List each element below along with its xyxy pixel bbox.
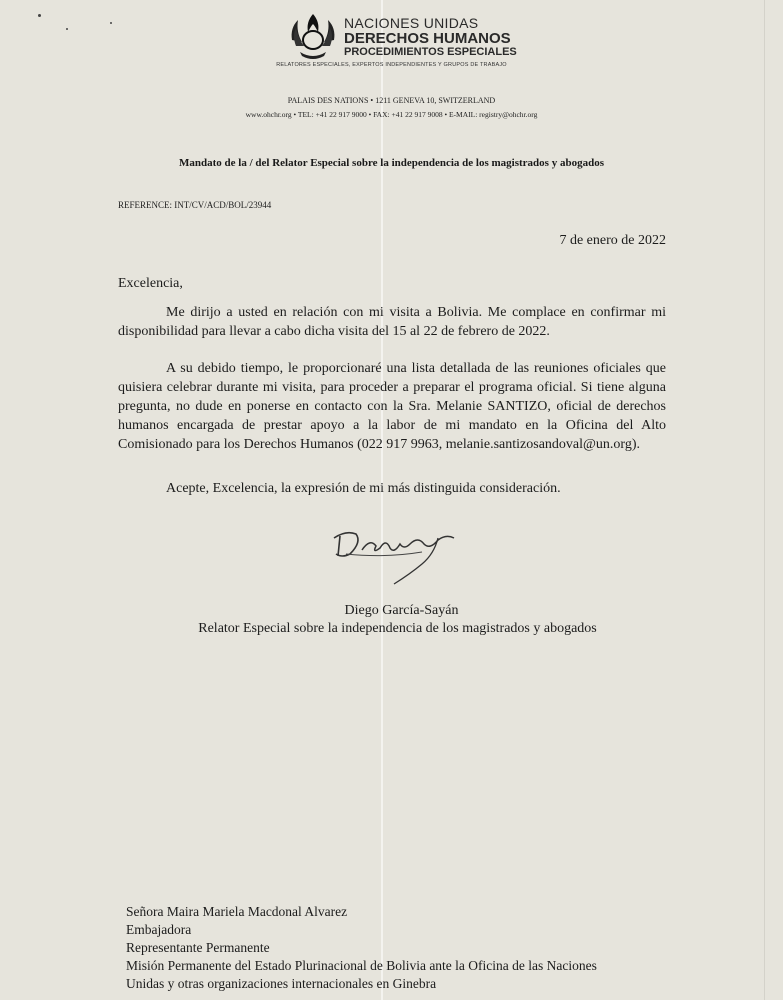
paper-fold-line: [381, 0, 383, 1000]
recipient-mission-line-1: Misión Permanente del Estado Plurinacional de Bolivia ante la Oficina de las Naciones: [126, 958, 597, 973]
body-paragraph-2: A su debido tiempo, le proporcionaré una lista detallada de las reuniones oficiales que quisiera celebrar durante mi visita, para proceder a preparar el programa oficial. Si tiene alguna pregunta, no dude en ponerse en contacto con la Sra. Melanie SANTIZO, oficial de derechos humanos encargada de prestar apoyo a la labor de mi mandato en la Oficina del Alto Comisionado para los Derechos Humanos (022 917 9963, melanie.santizosandoval@un.org).: [118, 361, 666, 452]
reference-number: REFERENCE: INT/CV/ACD/BOL/23944: [118, 200, 272, 210]
recipient-role: Embajadora: [126, 922, 192, 937]
closing-paragraph: Acepte, Excelencia, la expresión de mi más distinguida consideración.: [166, 481, 561, 496]
recipient-name: Señora Maira Mariela Macdonal Alvarez: [126, 904, 348, 919]
un-human-rights-logo-icon: [286, 10, 340, 62]
signer-name: Diego García-Sayán: [344, 603, 459, 618]
postal-address: PALAIS DES NATIONS • 1211 GENEVA 10, SWITZERLAND: [287, 96, 496, 105]
handwritten-signature: [326, 524, 468, 586]
org-line-2: DERECHOS HUMANOS: [344, 30, 511, 47]
mandate-title: Mandato de la / del Relator Especial sobre la independencia de los magistrados y abogados: [179, 157, 604, 169]
salutation: Excelencia,: [118, 276, 183, 291]
signer-title: Relator Especial sobre la independencia de los magistrados y abogados: [198, 621, 597, 636]
recipient-position: Representante Permanente: [126, 940, 270, 955]
scan-speck: [38, 14, 41, 17]
org-subtitle: RELATORES ESPECIALES, EXPERTOS INDEPENDIENTES Y GRUPOS DE TRABAJO: [276, 62, 507, 68]
letter-date: 7 de enero de 2022: [559, 233, 666, 248]
org-line-1: NACIONES UNIDAS: [344, 15, 479, 31]
body-paragraph-1: Me dirijo a usted en relación con mi visita a Bolivia. Me complace en confirmar mi disponibilidad para llevar a cabo dicha visita del 15 al 22 de febrero de 2022.: [118, 305, 666, 339]
scan-speck: [110, 22, 112, 24]
contact-line: www.ohchr.org • TEL: +41 22 917 9000 • FAX: +41 22 917 9008 • E-MAIL: registry@ohchr.org: [245, 110, 538, 119]
org-line-3: PROCEDIMIENTOS ESPECIALES: [344, 46, 517, 58]
recipient-mission-line-2: Unidas y otras organizaciones internacionales en Ginebra: [126, 976, 437, 991]
recipient-block: [126, 903, 686, 993]
scan-speck: [66, 28, 68, 30]
organization-name: [344, 16, 544, 58]
paper-edge: [764, 0, 765, 1000]
